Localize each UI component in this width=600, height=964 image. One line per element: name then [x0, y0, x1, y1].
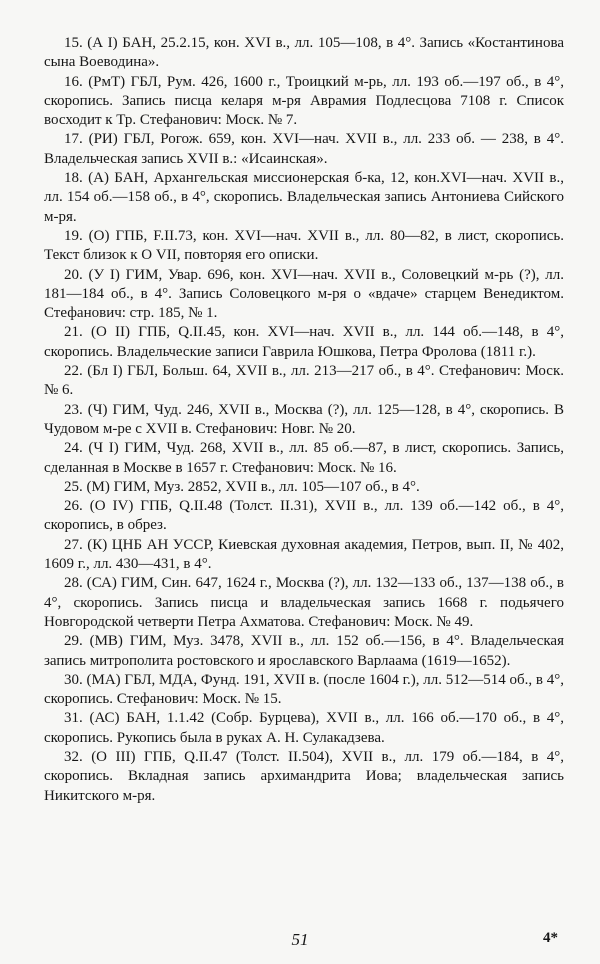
list-item: 16. (РмТ) ГБЛ, Рум. 426, 1600 г., Троицкий м-рь, лл. 193 об.—197 об., в 4°, скоропись. Запись писца келаря м-ря Аврамия Подлесцова 7108 г. Список восходит к Тр. Стефанович: Моск. № 7.	[44, 73, 564, 129]
list-item: 32. (О III) ГПБ, Q.II.47 (Толст. II.504), XVII в., лл. 179 об.—184, в 4°, скоропись. Вкладная запись архимандрита Иова; владельческая запись Никитского м-ря.	[44, 748, 564, 804]
list-item: 17. (РИ) ГБЛ, Рогож. 659, кон. XVI—нач. XVII в., лл. 233 об. — 238, в 4°. Владельческая запись XVII в.: «Исаинская».	[44, 131, 564, 167]
list-item: 28. (СА) ГИМ, Син. 647, 1624 г., Москва (?), лл. 132—133 об., 137—138 об., в 4°, скоропись. Запись писца и владельческая запись 1668 г. подьячего Новгородской четверти Петра Ахматова. Стефанович: Моск. № 49.	[44, 575, 564, 630]
list-item: 15. (А I) БАН, 25.2.15, кон. XVI в., лл. 105—108, в 4°. Запись «Костантинова сына Воеводина».	[44, 35, 564, 71]
list-item: 27. (К) ЦНБ АН УССР, Киевская духовная академия, Петров, вып. II, № 402, 1609 г., лл. 430—431, в 4°.	[44, 536, 564, 573]
list-item: 19. (О) ГПБ, F.II.73, кон. XVI—нач. XVII в., лл. 80—82, в лист, скоропись. Текст близок к О VII, повторяя его описки.	[44, 227, 564, 264]
list-item: 29. (МВ) ГИМ, Муз. 3478, XVII в., лл. 152 об.—156, в 4°. Владельческая запись митрополита ростовского и ярославского Варлаама (1619—1652).	[44, 633, 564, 669]
list-item: 20. (У I) ГИМ, Увар. 696, кон. XVI—нач. XVII в., Соловецкий м-рь (?), лл. 181—184 об., в 4°. Запись Соловецкого м-ря о «вдаче» старцем Венедиктом. Стефанович: стр. 185, № 1.	[44, 266, 564, 322]
list-item: 25. (М) ГИМ, Муз. 2852, XVII в., лл. 105—107 об., в 4°.	[64, 478, 420, 495]
list-item: 21. (О II) ГПБ, Q.II.45, кон. XVI—нач. XVII в., лл. 144 об.—148, в 4°, скоропись. Владельческие записи Гаврила Юшкова, Петра Фролова (1811 г.).	[44, 324, 564, 360]
list-item: 24. (Ч I) ГИМ, Чуд. 268, XVII в., лл. 85 об.—87, в лист, скоропись. Запись, сделанная в Москве в 1657 г. Стефанович: Моск. № 16.	[44, 440, 564, 476]
page-number: 51	[291, 930, 309, 949]
list-item: 22. (Бл I) ГБЛ, Больш. 64, XVII в., лл. 213—217 об., в 4°. Стефанович: Моск. № 6.	[44, 363, 564, 399]
list-item: 23. (Ч) ГИМ, Чуд. 246, XVII в., Москва (?), лл. 125—128, в 4°, скоропись. В Чудовом м-ре с XVII в. Стефанович: Новг. № 20.	[44, 401, 564, 437]
signature-mark: 4*	[543, 930, 558, 946]
list-item: 26. (О IV) ГПБ, Q.II.48 (Толст. II.31), XVII в., лл. 139 об.—142 об., в 4°, скоропись, в обрез.	[44, 498, 564, 534]
manuscript-list	[44, 34, 564, 806]
list-item: 18. (А) БАН, Архангельская миссионерская б-ка, 12, кон.XVI—нач. XVII в., лл. 154 об.—158 об., в 4°, скоропись. Владельческая запись Антониева Сийского м-ря.	[44, 170, 564, 225]
list-item: 30. (МА) ГБЛ, МДА, Фунд. 191, XVII в. (после 1604 г.), лл. 512—514 об., в 4°, скоропись. Стефанович: Моск. № 15.	[44, 671, 564, 708]
list-item: 31. (АС) БАН, 1.1.42 (Собр. Бурцева), XVII в., лл. 166 об.—170 об., в 4°, скоропись. Рукопись была в руках А. Н. Сулакадзева.	[44, 710, 564, 746]
